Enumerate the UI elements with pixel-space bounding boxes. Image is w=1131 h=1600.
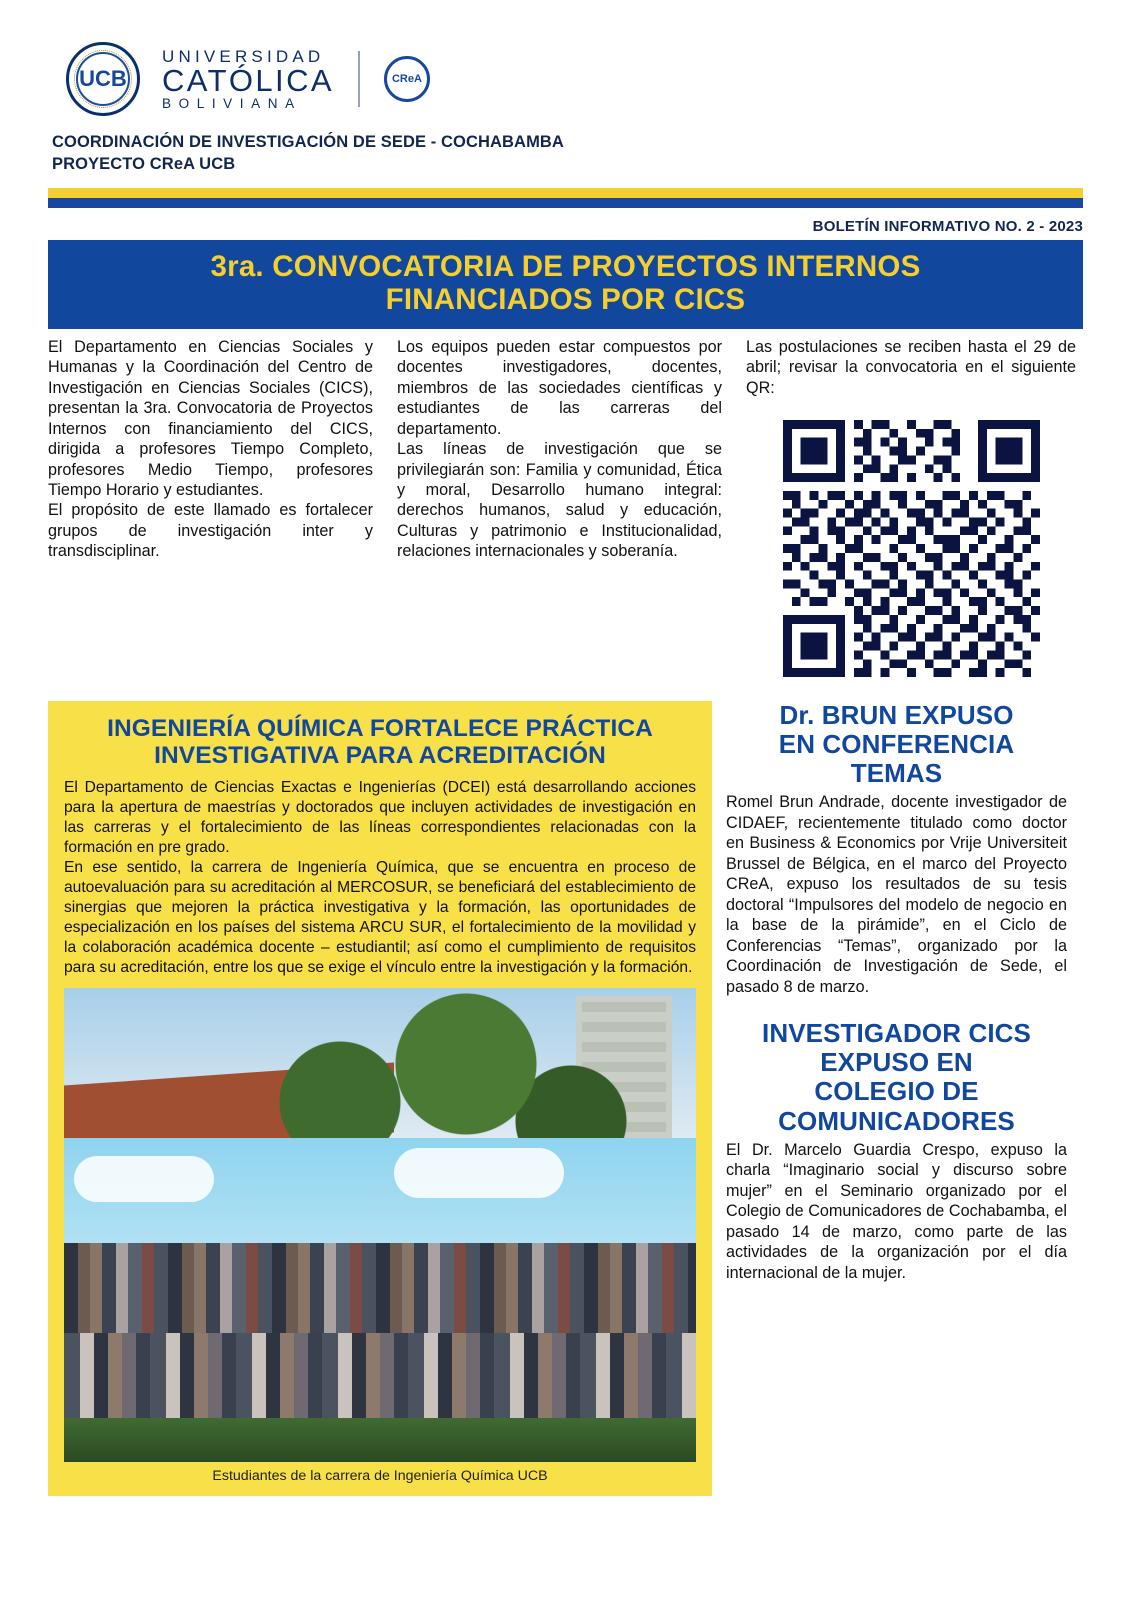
crea-logo	[384, 56, 430, 102]
masthead	[48, 0, 1083, 116]
qr-code[interactable]	[773, 410, 1050, 687]
intro-c1-p1: El Departamento en Ciencias Sociales y Humanas y la Coordinación del Centro de Investigación en Ciencias Sociales (CICS), presentan la 3ra. Convocatoria de Proyectos Internos con financiamiento del CICS, dirigida a profesores Tiempo Completo, profesores Medio Tiempo, profesores Tiempo Horario y estudiantes.	[48, 337, 373, 499]
main-headline-line-1: 3ra. CONVOCATORIA DE PROYECTOS INTERNOS	[210, 249, 921, 283]
gold-rule	[48, 188, 1083, 198]
department-heading	[48, 132, 1083, 176]
main-headline	[48, 240, 1083, 329]
sidebar-story-2	[726, 1019, 1067, 1283]
university-line-1: UNIVERSIDAD	[162, 46, 325, 66]
feature-body	[64, 778, 696, 978]
feature-title	[64, 715, 696, 770]
main-headline-line-2: FINANCIADOS POR CICS	[385, 282, 746, 316]
feature-article	[48, 701, 712, 1496]
ucb-crest-icon	[66, 42, 140, 116]
department-line-2: PROYECTO CReA UCB	[52, 154, 236, 173]
sidebar-story-2-body	[726, 1140, 1067, 1283]
intro-c1-p2: El propósito de este llamado es fortalecer grupos de investigación inter y transdisciplinar.	[48, 501, 373, 561]
crea-ring-icon: CReA	[384, 56, 430, 102]
sidebar-story-1-title-line-3: TEMAS	[850, 758, 943, 789]
university-line-3: BOLIVIANA	[162, 95, 302, 111]
sidebar-story-1-body	[726, 792, 1067, 997]
sidebar-story-1-title-line-1: Dr. BRUN EXPUSO	[779, 700, 1014, 731]
intro-c2-p1: Los equipos pueden estar compuestos por docentes investigadores, docentes, miembros de las sociedades científicas y estudiantes de las carreras del departamento.	[397, 337, 722, 438]
sidebar-stories	[726, 701, 1067, 1496]
intro-column-3	[746, 337, 1076, 687]
blue-rule	[48, 198, 1083, 208]
feature-photo-caption: Estudiantes de la carrera de Ingeniería Química UCB	[212, 1468, 548, 1485]
bulletin-number: BOLETÍN INFORMATIVO NO. 2 - 2023	[812, 217, 1083, 235]
feature-title-line-1: INGENIERÍA QUÍMICA FORTALECE PRÁCTICA	[107, 715, 653, 743]
sidebar-story-2-title-line-1: INVESTIGADOR CICS	[762, 1018, 1031, 1049]
feature-paragraph-1: El Departamento de Ciencias Exactas e Ingenierías (DCEI) está desarrollando acciones para la apertura de maestrías y doctorados que incluyen actividades de investigación en las carreras y el fortalecimiento de las líneas correspondientes relacionadas con la formación en pre grado.	[64, 778, 696, 857]
divider	[358, 51, 360, 107]
sidebar-story-2-title	[726, 1019, 1067, 1135]
university-line-2: CATÓLICA	[162, 62, 334, 98]
sidebar-story-2-title-line-2: EXPUSO EN	[820, 1047, 973, 1078]
crest-initials: UCB	[76, 52, 130, 106]
feature-photo	[64, 988, 696, 1462]
intro-columns	[48, 337, 1083, 687]
feature-paragraph-2: En ese sentido, la carrera de Ingeniería Química, que se encuentra en proceso de autoevaluación para su acreditación al MERCOSUR, se beneficiará del establecimiento de sinergias que mejoren la práctica investigativa y la formación, las oportunidades de especialización en los países del sistema ARCU SUR, el fortalecimiento de la movilidad y la colaboración académica docente – estudiantil; así como el cumplimiento de requisitos para su acreditación, entre los que se exige el vínculo entre la investigación y la formación.	[64, 859, 696, 977]
department-line-1: COORDINACIÓN DE INVESTIGACIÓN DE SEDE - COCHABAMBA	[52, 133, 564, 151]
feature-title-line-2: INVESTIGATIVA PARA ACREDITACIÓN	[154, 742, 606, 770]
intro-column-2	[397, 337, 722, 687]
qr-wrapper	[746, 410, 1076, 687]
sidebar-story-2-title-line-3: COLEGIO DE	[814, 1076, 979, 1107]
sidebar-story-2-title-line-4: COMUNICADORES	[778, 1105, 1015, 1136]
sidebar-story-2-paragraph: El Dr. Marcelo Guardia Crespo, expuso la charla “Imaginario social y discurso sobre mujer” en el Seminario organizado por el Colegio de Comunicadores de Cochabamba, el pasado 14 de marzo, como parte de las actividades de la organización por el día internacional de la mujer.	[726, 1140, 1067, 1282]
intro-c2-p2: Las líneas de investigación que se privilegiarán son: Familia y comunidad, Ética y moral, Desarrollo humano integral: derechos humanos, salud y educación, Culturas y patrimonio e Institucionalidad, relaciones internacionales y soberanía.	[397, 440, 722, 561]
intro-c3-p1: Las postulaciones se reciben hasta el 29 de abril; revisar la convocatoria en el siguiente QR:	[746, 337, 1076, 397]
sidebar-story-1-title-line-2: EN CONFERENCIA	[778, 729, 1015, 760]
intro-column-1	[48, 337, 373, 687]
sidebar-story-1-paragraph: Romel Brun Andrade, docente investigador de CIDAEF, recientemente titulado como doctor en Business & Economics por Vrije Universiteit Brussel de Bélgica, en el marco del Proyecto CReA, expuso los resultados de su tesis doctoral “Impulsores del modelo de negocio en la base de la pirámide”, en el Ciclo de Conferencias “Temas”, organizado por la Coordinación de Investigación de Sede, el pasado 8 de marzo.	[726, 793, 1067, 996]
lower-section	[48, 701, 1083, 1496]
university-wordmark	[158, 48, 334, 111]
sidebar-story-1-title	[726, 701, 1067, 788]
